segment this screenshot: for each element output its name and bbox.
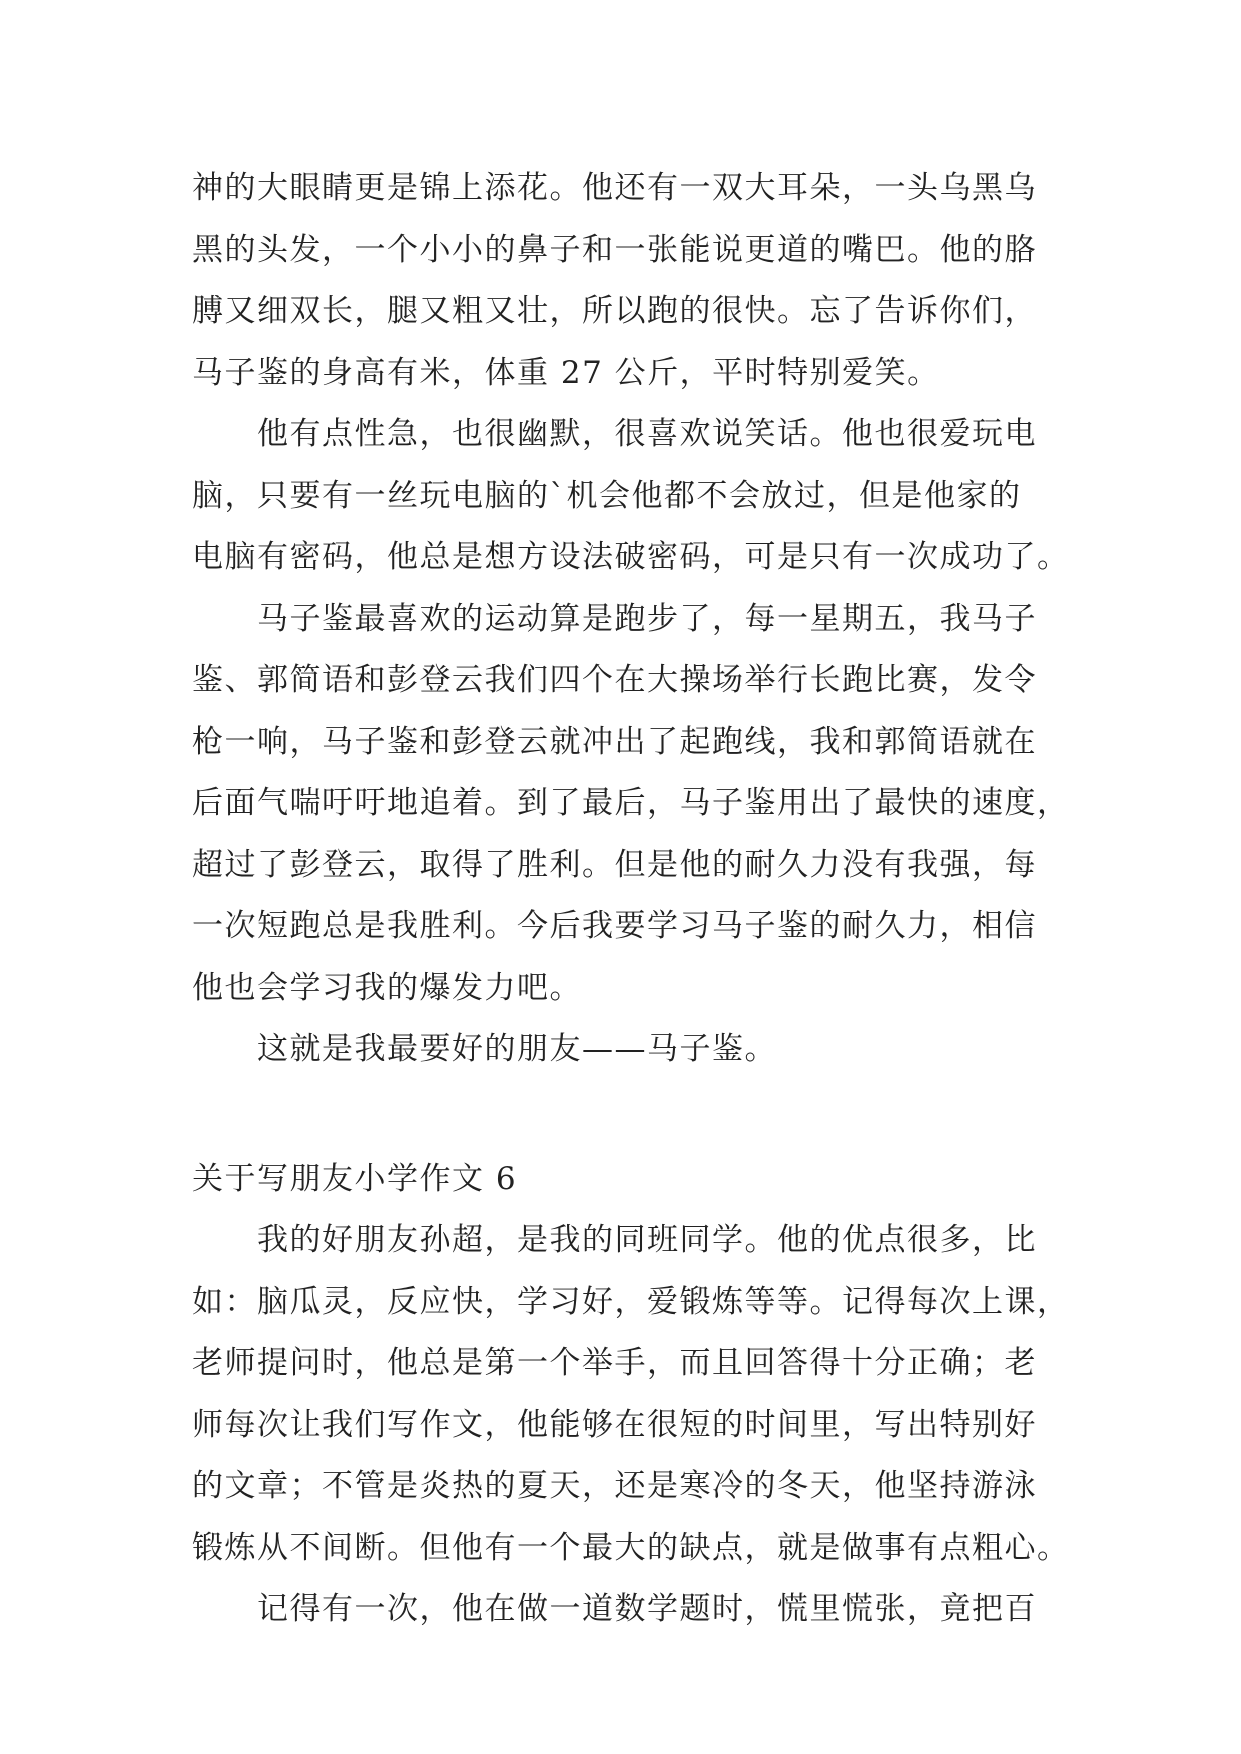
text-line: 老师提问时，他总是第一个举手，而且回答得十分正确；老	[192, 1345, 1037, 1381]
text-line: 黑的头发，一个小小的鼻子和一张能说更道的嘴巴。他的胳	[192, 231, 1037, 268]
text-line: 后面气喘吁吁地追着。到了最后，马子鉴用出了最快的速度，	[192, 785, 1070, 821]
text-line: 脑，只要有一丝玩电脑的`机会他都不会放过，但是他家的	[192, 477, 1022, 514]
text-line: 他也会学习我的爆发力吧。	[192, 969, 582, 1006]
text-line: 枪一响，马子鉴和彭登云就冲出了起跑线，我和郭简语就在	[192, 723, 1037, 760]
text-line: 锻炼从不间断。但他有一个最大的缺点，就是做事有点粗心。	[192, 1529, 1070, 1566]
text-line: 这就是我最要好的朋友——马子鉴。	[192, 1031, 777, 1067]
text-line: 马子鉴的身高有米，体重 27 公斤，平时特别爱笑。	[192, 354, 940, 391]
section-spacer	[192, 1081, 1052, 1149]
text-line: 一次短跑总是我胜利。今后我要学习马子鉴的耐久力，相信	[192, 908, 1037, 944]
text-line: 超过了彭登云，取得了胜利。但是他的耐久力没有我强，每	[192, 846, 1037, 883]
text-line: 鉴、郭简语和彭登云我们四个在大操场举行长跑比赛，发令	[192, 662, 1037, 698]
text-line: 我的好朋友孙超，是我的同班同学。他的优点很多，比	[192, 1222, 1037, 1258]
text-line: 记得有一次，他在做一道数学题时，慌里慌张，竟把百	[192, 1591, 1037, 1627]
text-line: 马子鉴最喜欢的运动算是跑步了，每一星期五，我马子	[192, 600, 1037, 637]
text-line: 如：脑瓜灵，反应快，学习好，爱锻炼等等。记得每次上课，	[192, 1283, 1070, 1320]
text-line: 电脑有密码，他总是想方设法破密码，可是只有一次成功了。	[192, 539, 1070, 575]
text-line: 膊又细双长，腿又粗又壮，所以跑的很快。忘了告诉你们，	[192, 293, 1037, 329]
text-line: 师每次让我们写作文，他能够在很短的时间里，写出特别好	[192, 1406, 1037, 1443]
text-line: 神的大眼睛更是锦上添花。他还有一双大耳朵，一头乌黑乌	[192, 170, 1037, 206]
text-line: 的文章；不管是炎热的夏天，还是寒冷的冬天，他坚持游泳	[192, 1468, 1037, 1504]
document-body	[192, 158, 1070, 1641]
section-title: 关于写朋友小学作文 6	[192, 1160, 518, 1197]
text-line: 他有点性急，也很幽默，很喜欢说笑话。他也很爱玩电	[192, 416, 1037, 452]
